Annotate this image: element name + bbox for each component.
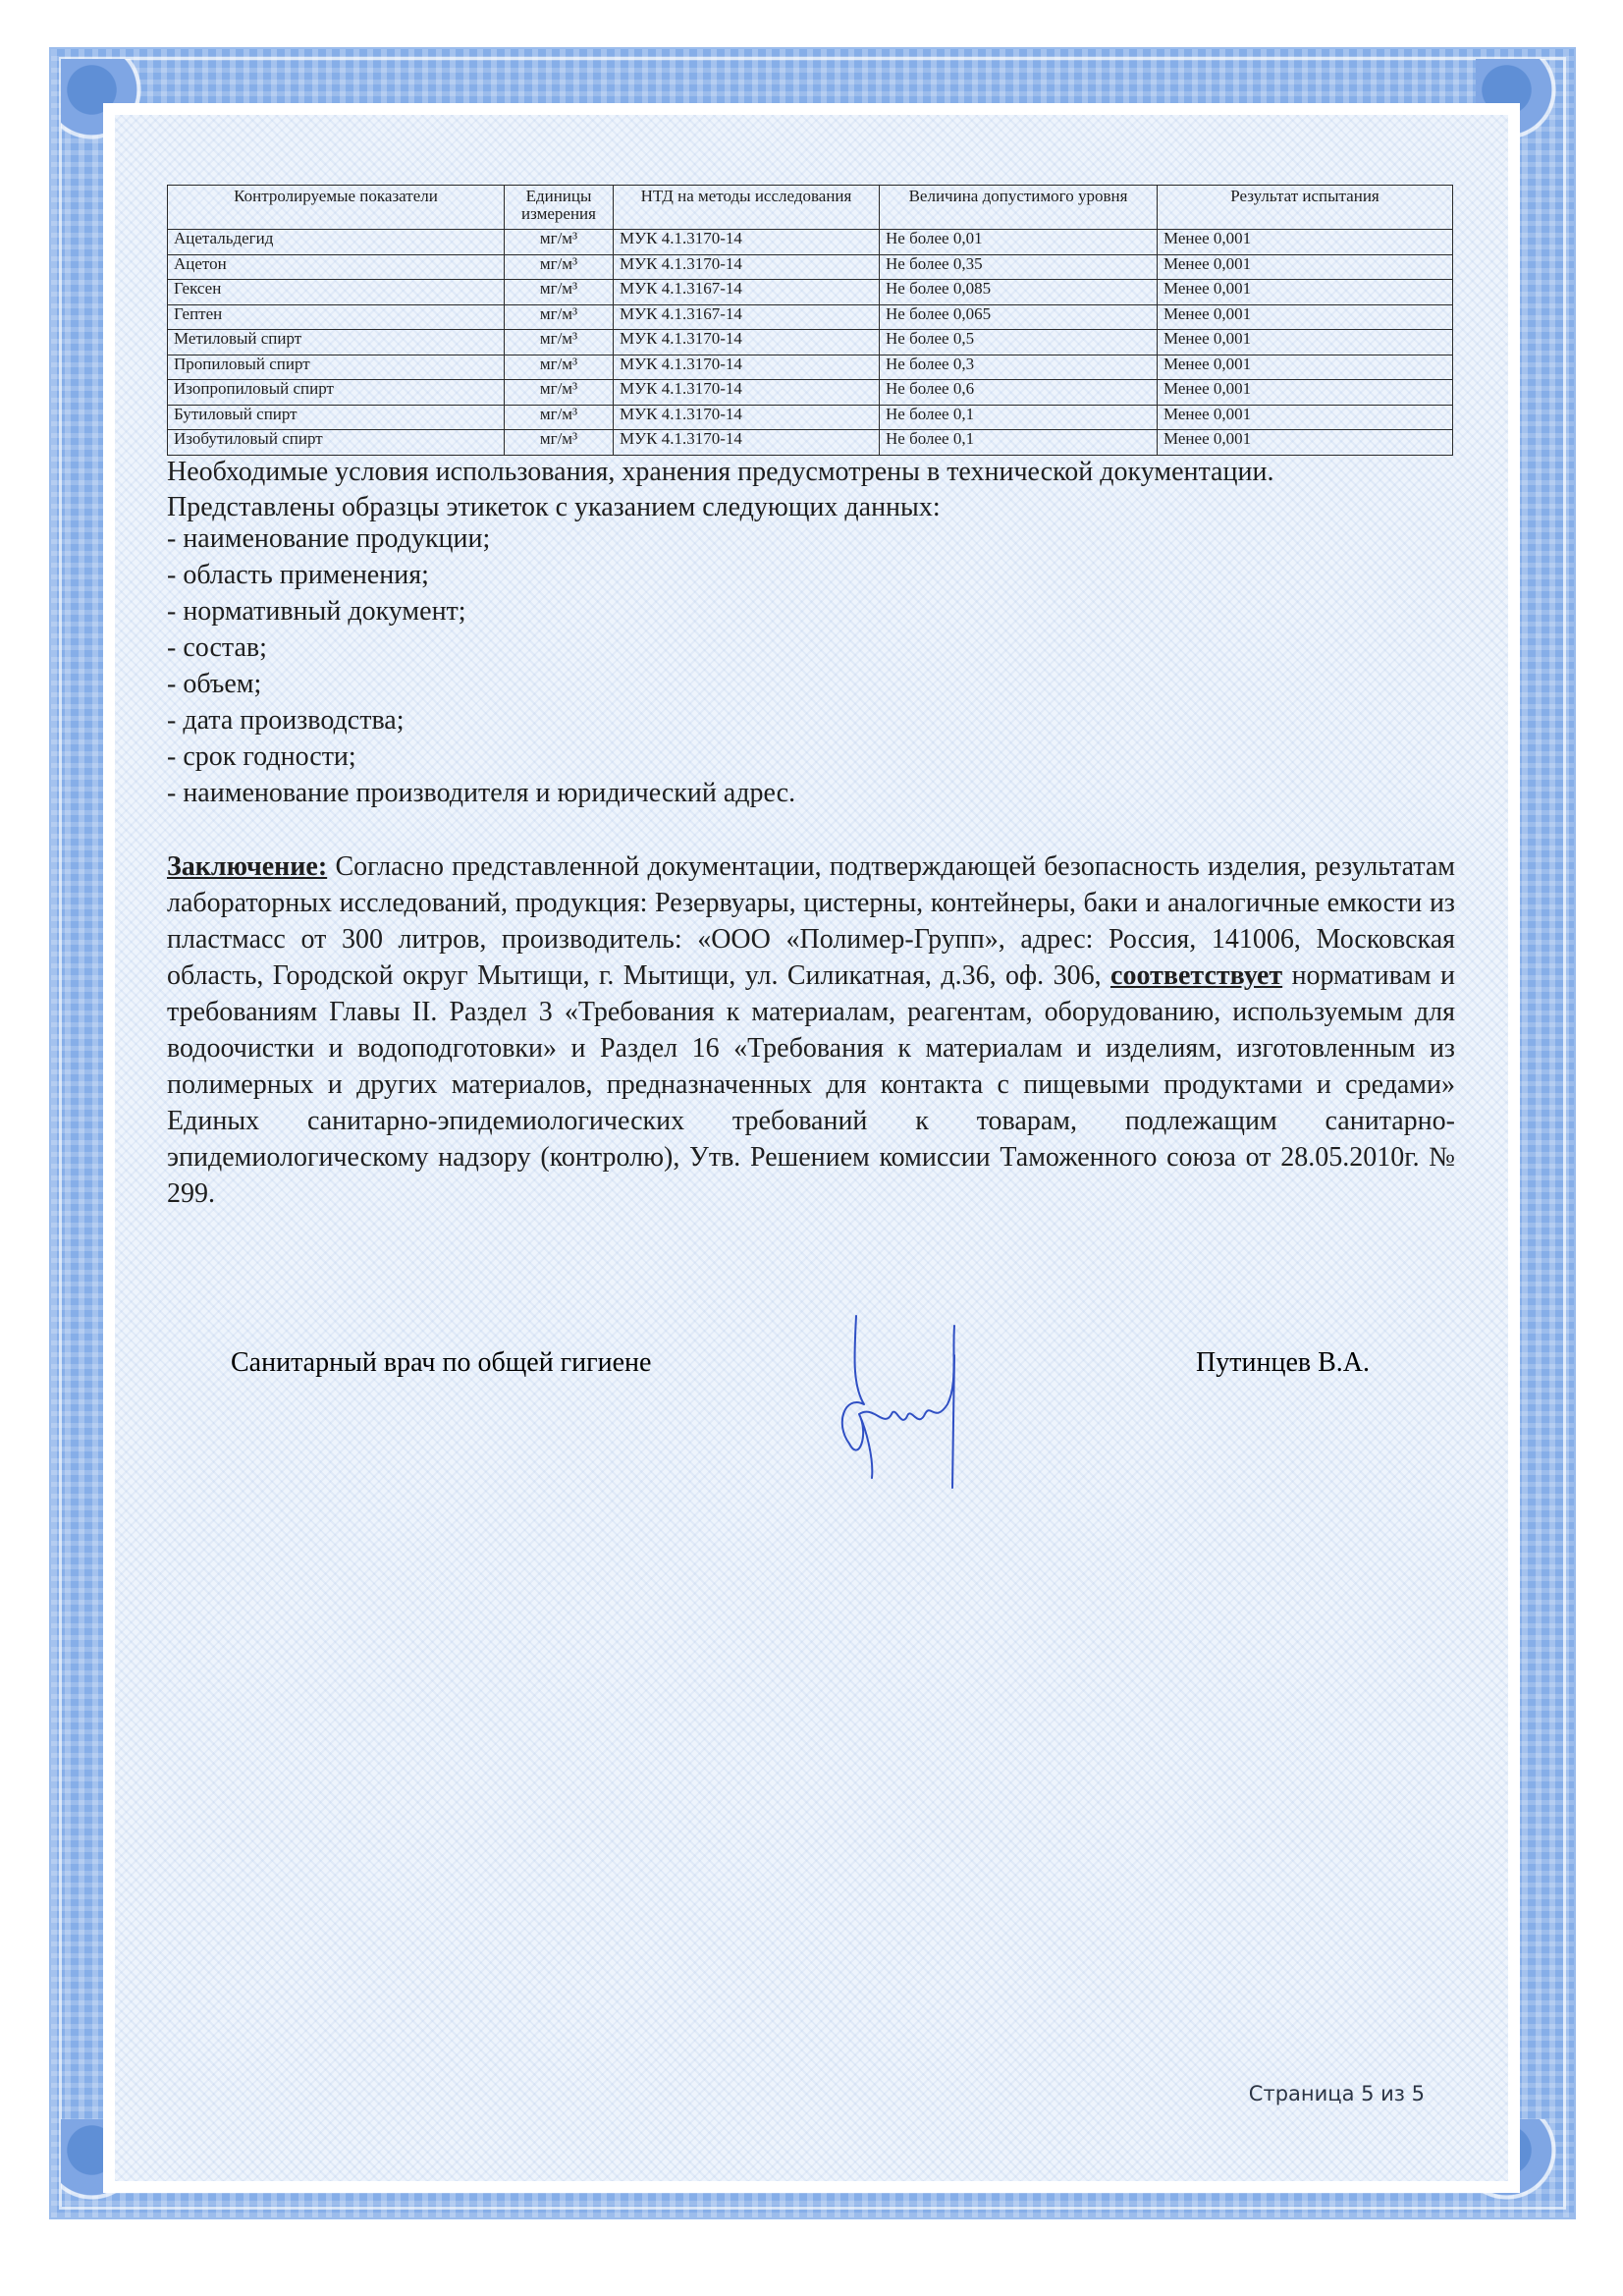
conclusion-paragraph: [167, 848, 1455, 1212]
list-item: - нормативный документ;: [167, 595, 466, 627]
table-row: [168, 330, 1453, 355]
cell-unit: мг/м³: [505, 380, 614, 406]
header-result: Результат испытания: [1158, 186, 1453, 230]
table-row: [168, 430, 1453, 456]
usage-conditions-text: Необходимые условия использования, хранения предусмотрены в технической документации.: [167, 456, 1274, 487]
cell-method: МУК 4.1.3170-14: [614, 355, 880, 380]
cell-indicator: Изопропиловый спирт: [168, 380, 505, 406]
cell-method: МУК 4.1.3167-14: [614, 280, 880, 305]
signature-row: [231, 1347, 1370, 1387]
cell-limit: Не более 0,6: [880, 380, 1158, 406]
cell-result: Менее 0,001: [1158, 304, 1453, 330]
cell-limit: Не более 0,065: [880, 304, 1158, 330]
header-method: НТД на методы исследования: [614, 186, 880, 230]
cell-limit: Не более 0,35: [880, 254, 1158, 280]
table-row: [168, 280, 1453, 305]
signer-title: Санитарный врач по общей гигиене: [231, 1347, 652, 1378]
list-item: - состав;: [167, 631, 267, 663]
cell-unit: мг/м³: [505, 430, 614, 456]
cell-indicator: Метиловый спирт: [168, 330, 505, 355]
list-item: - наименование продукции;: [167, 522, 491, 554]
cell-method: МУК 4.1.3170-14: [614, 430, 880, 456]
conclusion-text-before: Согласно представленной документации, подтверждающей безопасность изделия, результатам лабораторных исследований, продукция: Резервуары, цистерны, контейнеры, баки и аналогичные емкости из пластмасс от 300 литров, производитель: «ООО «Полимер-Групп», адрес: Россия, 141006, Московская область, Городской округ Мытищи, г. Мытищи, ул. Силикатная, д.36, оф. 306,: [167, 850, 1455, 991]
list-item: - дата производства;: [167, 704, 405, 736]
cell-limit: Не более 0,3: [880, 355, 1158, 380]
cell-indicator: Гептен: [168, 304, 505, 330]
cell-indicator: Изобутиловый спирт: [168, 430, 505, 456]
cell-limit: Не более 0,5: [880, 330, 1158, 355]
table-row: [168, 405, 1453, 430]
page-number: Страница 5 из 5: [1248, 2082, 1425, 2105]
cell-method: МУК 4.1.3170-14: [614, 405, 880, 430]
test-results-table: [167, 185, 1453, 456]
cell-result: Менее 0,001: [1158, 380, 1453, 406]
signer-name: Путинцев В.А.: [1196, 1347, 1370, 1378]
cell-limit: Не более 0,1: [880, 405, 1158, 430]
conclusion-text-after: нормативам и требованиям Главы II. Раздел 3 «Требования к материалам, реагентам, оборудованию, используемым для водоочистки и водоподготовки» и Раздел 16 «Требования к материалам и изделиям, изготовленным из полимерных и других материалов, предназначенных для контакта с пищевыми продуктами и средами» Единых санитарно-эпидемиологических требований к товарам, подлежащим санитарно-эпидемиологическому надзору (контролю), Утв. Решением комиссии Таможенного союза от 28.05.2010г. № 299.: [167, 959, 1455, 1209]
cell-unit: мг/м³: [505, 405, 614, 430]
cell-result: Менее 0,001: [1158, 254, 1453, 280]
table-row: [168, 230, 1453, 255]
header-limit: Величина допустимого уровня: [880, 186, 1158, 230]
cell-method: МУК 4.1.3170-14: [614, 330, 880, 355]
cell-limit: Не более 0,085: [880, 280, 1158, 305]
cell-method: МУК 4.1.3170-14: [614, 380, 880, 406]
cell-limit: Не более 0,1: [880, 430, 1158, 456]
list-item: - срок годности;: [167, 740, 356, 772]
table-row: [168, 380, 1453, 406]
cell-unit: мг/м³: [505, 230, 614, 255]
cell-result: Менее 0,001: [1158, 280, 1453, 305]
cell-limit: Не более 0,01: [880, 230, 1158, 255]
list-item: - наименование производителя и юридический адрес.: [167, 777, 796, 808]
cell-indicator: Ацетон: [168, 254, 505, 280]
cell-method: МУК 4.1.3170-14: [614, 230, 880, 255]
cell-unit: мг/м³: [505, 254, 614, 280]
cell-result: Менее 0,001: [1158, 405, 1453, 430]
labels-list: [167, 520, 1455, 811]
cell-result: Менее 0,001: [1158, 430, 1453, 456]
cell-indicator: Бутиловый спирт: [168, 405, 505, 430]
conclusion-label: Заключение:: [167, 850, 328, 882]
table-row: [168, 355, 1453, 380]
cell-unit: мг/м³: [505, 280, 614, 305]
cell-result: Менее 0,001: [1158, 330, 1453, 355]
cell-unit: мг/м³: [505, 304, 614, 330]
document-body: [167, 185, 1455, 1239]
cell-result: Менее 0,001: [1158, 355, 1453, 380]
labels-intro-text: Представлены образцы этикеток с указанием следующих данных:: [167, 491, 941, 522]
header-unit: Единицы измерения: [505, 186, 614, 230]
header-indicator: Контролируемые показатели: [168, 186, 505, 230]
cell-indicator: Пропиловый спирт: [168, 355, 505, 380]
list-item: - объем;: [167, 668, 262, 699]
cell-result: Менее 0,001: [1158, 230, 1453, 255]
cell-indicator: Гексен: [168, 280, 505, 305]
table-row: [168, 254, 1453, 280]
cell-unit: мг/м³: [505, 355, 614, 380]
cell-indicator: Ацетальдегид: [168, 230, 505, 255]
conclusion-emphasis: соответствует: [1110, 959, 1283, 991]
cell-unit: мг/м³: [505, 330, 614, 355]
table-row: [168, 304, 1453, 330]
cell-method: МУК 4.1.3170-14: [614, 254, 880, 280]
cell-method: МУК 4.1.3167-14: [614, 304, 880, 330]
handwritten-signature-icon: [805, 1296, 1001, 1493]
table-header-row: [168, 186, 1453, 230]
list-item: - область применения;: [167, 559, 429, 590]
